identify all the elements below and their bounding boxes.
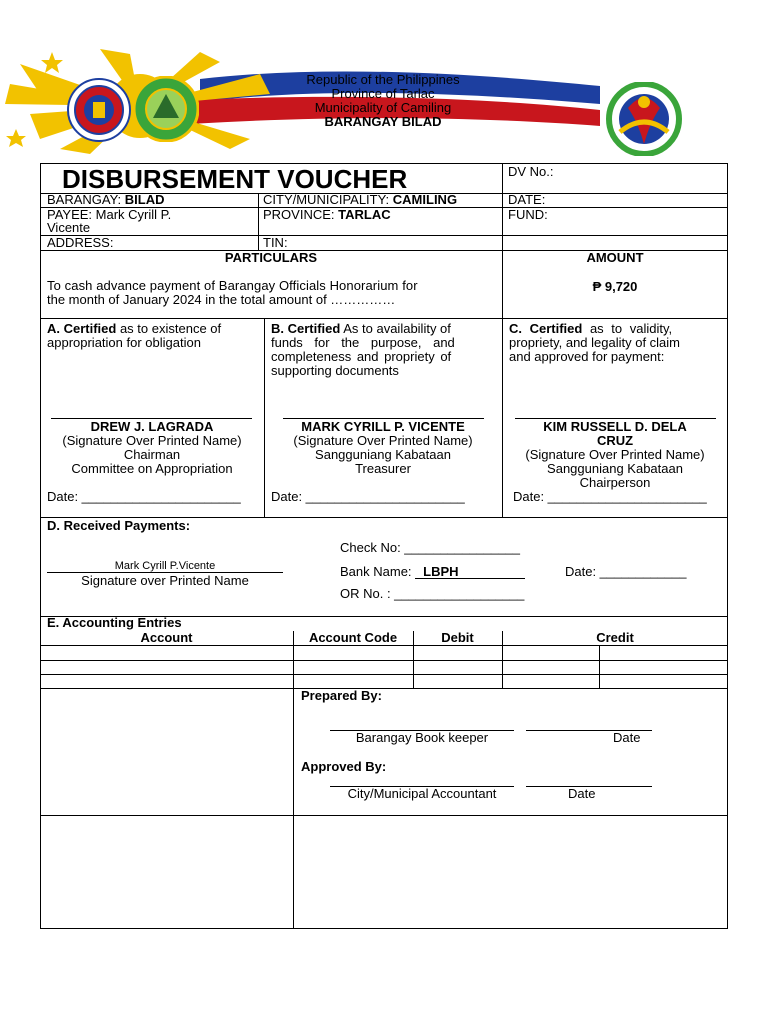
approved-role: City/Municipal Accountant [347, 786, 497, 801]
col-account-code: Account Code [308, 630, 398, 645]
barangay-seal-middle [133, 76, 199, 142]
cert-a-role-line1: Chairman [123, 447, 181, 462]
approved-date-caption: Date [568, 786, 596, 801]
col-account: Account [140, 630, 193, 645]
cert-c-role-line2: Chairperson [579, 475, 651, 490]
col-credit: Credit [596, 630, 634, 645]
cert-a-sig-caption: (Signature Over Printed Name) [62, 433, 242, 448]
province-field: PROVINCE: TARLAC [263, 207, 391, 222]
cert-b-text-line2: funds for the purpose, and [271, 335, 455, 350]
prepared-date-caption: Date [613, 730, 641, 745]
fund-label: FUND: [508, 207, 548, 222]
particulars-header: PARTICULARS [224, 250, 318, 265]
province-value: TARLAC [338, 207, 391, 222]
cert-a-text-line2: appropriation for obligation [47, 335, 201, 350]
cert-b-text-line1: B. Certified As to availability of [271, 321, 451, 336]
barangay-value: BILAD [124, 192, 165, 207]
cert-b-sig-caption: (Signature Over Printed Name) [293, 433, 473, 448]
prepared-role: Barangay Book keeper [355, 730, 489, 745]
bank-name-field: Bank Name: LBPH [340, 565, 525, 579]
received-signer-name: Mark Cyrill P.Vicente [114, 560, 216, 572]
cert-c-text-line2: propriety, and legality of claim [509, 335, 681, 350]
cert-c-name-line1: KIM RUSSELL D. DELA [543, 419, 687, 434]
cert-a-date: Date: ______________________ [47, 489, 241, 504]
payee-field-line2: Vicente [47, 220, 91, 235]
bank-name-value: LBPH [415, 566, 525, 579]
particulars-text-line1: To cash advance payment of Barangay Officials Honorarium for [47, 278, 418, 293]
cert-b-text-line3: completeness and propriety of [271, 349, 452, 364]
barangay-field: BARANGAY: BILAD [47, 192, 165, 207]
received-header: D. Received Payments: [47, 518, 191, 533]
header-barangay: BARANGAY BILAD [324, 114, 442, 129]
cert-c-text-line3: and approved for payment: [509, 349, 665, 364]
voucher-title: DISBURSEMENT VOUCHER [62, 164, 408, 194]
cert-a-text-line1: A. Certified as to existence of [47, 321, 222, 336]
cert-c-date: Date: ______________________ [513, 489, 707, 504]
cert-b-role-line2: Treasurer [355, 461, 411, 476]
cert-b-date: Date: ______________________ [271, 489, 465, 504]
cert-b-role-line1: Sangguniang Kabataan [315, 447, 451, 462]
approved-by-label: Approved By: [301, 759, 387, 774]
amount-header: AMOUNT [586, 250, 644, 265]
cert-c-name-line2: CRUZ [596, 433, 634, 448]
sk-logo-right [600, 82, 688, 156]
header-municipality: Municipality of Camiling [314, 100, 452, 115]
city-field: CITY/MUNICIPALITY: CAMILING [263, 192, 458, 207]
particulars-text-line2: the month of January 2024 in the total amount of …………… [47, 292, 396, 307]
cert-b-text-line4: supporting documents [271, 363, 399, 378]
cert-c-text-line1: C. Certified as to validity, [509, 321, 673, 336]
cert-b-name: MARK CYRILL P. VICENTE [301, 419, 465, 434]
col-debit: Debit [441, 630, 474, 645]
cert-c-sig-caption: (Signature Over Printed Name) [525, 447, 705, 462]
date-label: DATE: [508, 192, 546, 207]
accounting-header: E. Accounting Entries [47, 615, 182, 630]
check-no-field: Check No: ________________ [340, 540, 520, 555]
cert-c-role-line1: Sangguniang Kabataan [547, 461, 683, 476]
received-date-field: Date: ____________ [565, 564, 687, 579]
header-province: Province of Tarlac [331, 86, 435, 101]
amount-value: ₱ 9,720 [592, 279, 638, 294]
dv-no-label: DV No.: [508, 164, 554, 179]
header-republic: Republic of the Philippines [306, 72, 460, 87]
barangay-seal-left [67, 78, 131, 142]
tin-label: TIN: [263, 235, 288, 250]
received-sig-caption: Signature over Printed Name [81, 573, 249, 588]
cert-a-role-line2: Committee on Appropriation [71, 461, 233, 476]
cert-a-name: DREW J. LAGRADA [90, 419, 214, 434]
prepared-by-label: Prepared By: [301, 688, 382, 703]
address-label: ADDRESS: [47, 235, 114, 250]
or-no-field: OR No. : __________________ [340, 586, 525, 601]
city-value: CAMILING [392, 192, 458, 207]
payee-field-line1: PAYEE: Mark Cyrill P. [47, 207, 172, 222]
